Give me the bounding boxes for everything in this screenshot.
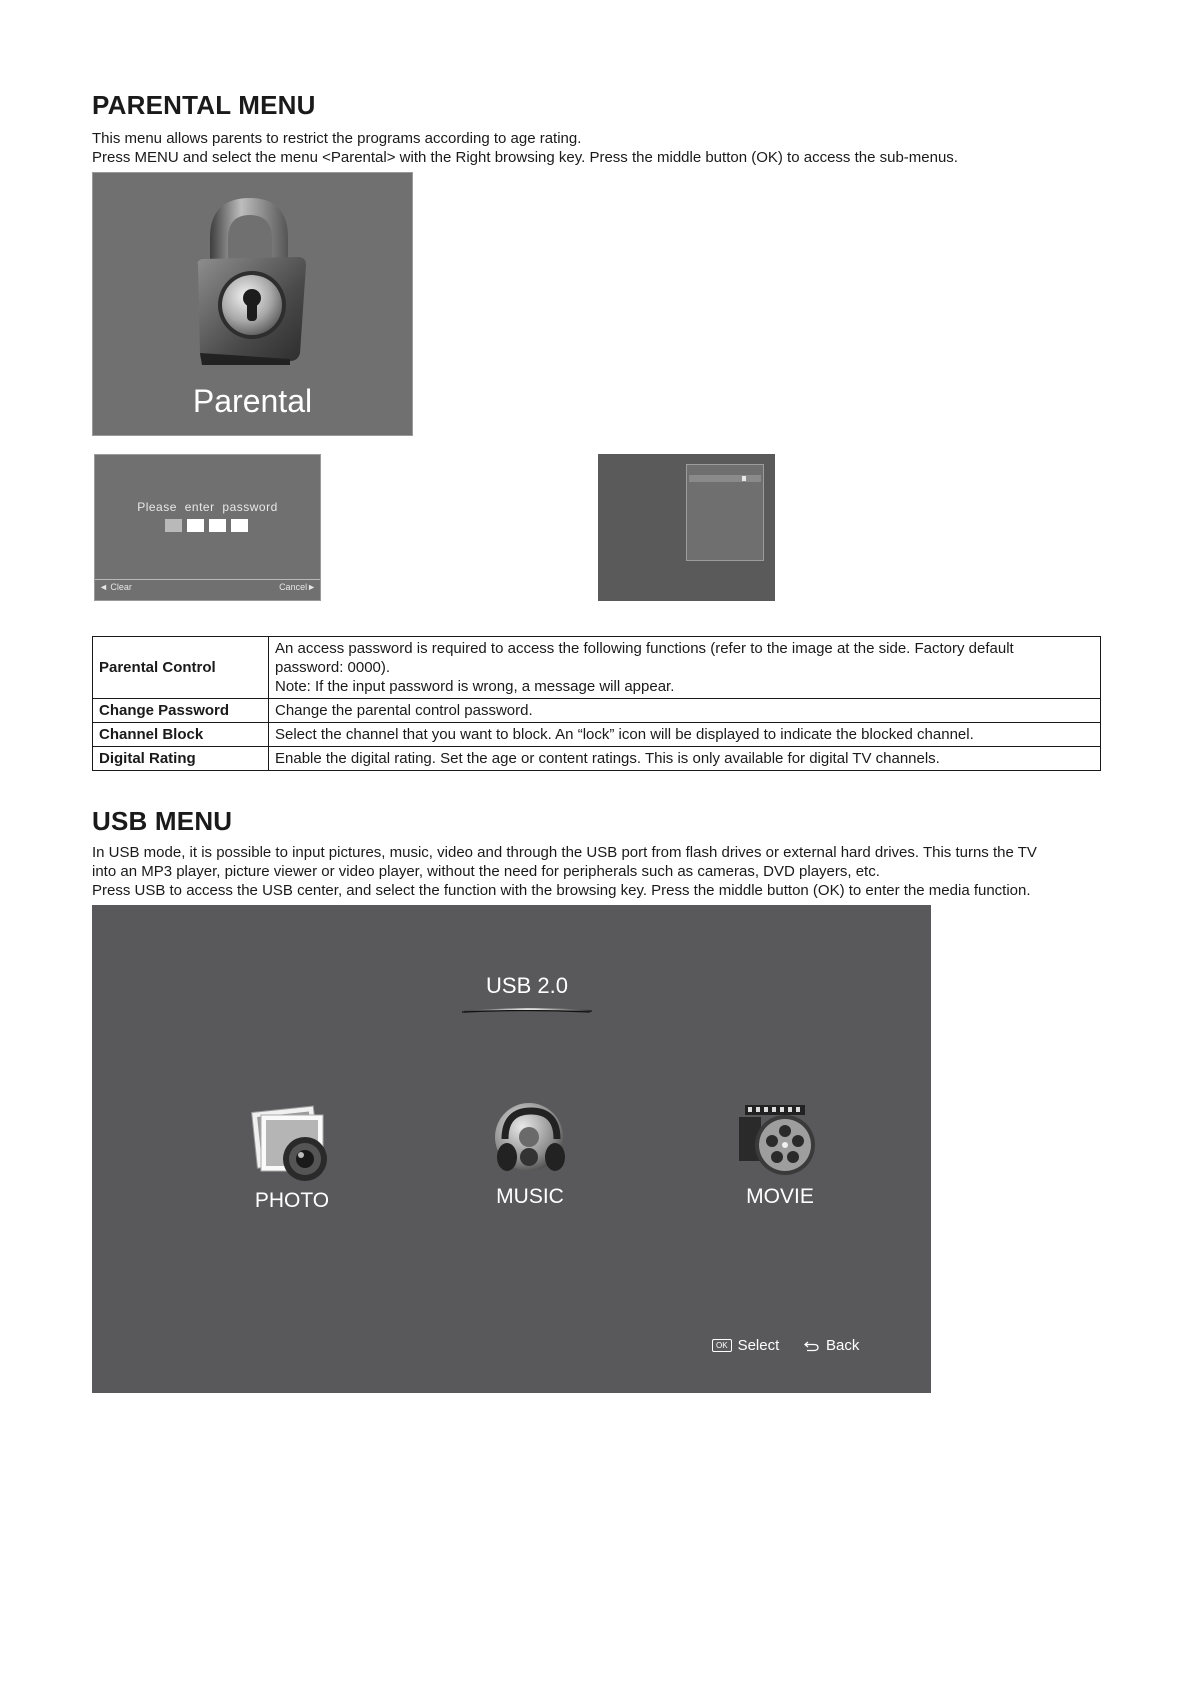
usb-intro-line: into an MP3 player, picture viewer or video player, without the need for peripherals such as cameras, DVD players, etc.: [92, 863, 880, 880]
cancel-hint[interactable]: Cancel►: [279, 582, 316, 592]
usb-menu-screenshot: [92, 905, 931, 1393]
parental-intro: [92, 129, 958, 167]
table-row: [93, 637, 1101, 699]
movie-icon: [735, 1099, 825, 1179]
password-digit-box: [209, 519, 226, 532]
lock-icon: [742, 476, 746, 481]
function-description: [269, 637, 1101, 699]
channel-row[interactable]: [689, 475, 761, 482]
description-line: Note: If the input password is wrong, a message will appear.: [275, 678, 675, 695]
usb-item-photo[interactable]: [237, 1103, 347, 1213]
password-digit-box: [231, 519, 248, 532]
function-description: Change the parental control password.: [269, 699, 1101, 723]
description-line: password: 0000).: [275, 659, 391, 676]
usb-item-music[interactable]: [475, 1099, 585, 1209]
password-dialog-screenshot: [94, 454, 321, 601]
function-name: Change Password: [93, 699, 269, 723]
table-row: [93, 699, 1101, 723]
function-name: Channel Block: [93, 723, 269, 747]
usb-menu-heading: USB MENU: [92, 806, 233, 836]
parental-menu-screenshot: [92, 172, 413, 436]
usb-intro: [92, 843, 1037, 900]
description-line: An access password is required to access the following functions (refer to the image at the side. Factory default: [275, 640, 1014, 657]
function-description: Enable the digital rating. Set the age or content ratings. This is only available for digital TV channels.: [269, 747, 1101, 771]
title-underline: [462, 1005, 592, 1013]
photo-icon: [247, 1103, 337, 1183]
password-prompt: Please enter password: [137, 500, 278, 514]
parental-label: Parental: [192, 383, 313, 419]
usb-intro-line: In USB mode, it is possible to input pictures, music, video and through the USB port from flash drives or external hard drives. This turns the TV: [92, 844, 1037, 861]
dialog-divider: [95, 579, 320, 580]
usb-screen-title: USB 2.0: [486, 973, 568, 998]
back-arrow-icon: [804, 1340, 820, 1352]
clear-hint[interactable]: ◄ Clear: [99, 582, 132, 592]
table-row: [93, 747, 1101, 771]
function-name: Digital Rating: [93, 747, 269, 771]
usb-item-label: PHOTO: [254, 1189, 330, 1212]
usb-item-label: MOVIE: [746, 1185, 814, 1208]
select-hint[interactable]: [712, 1337, 779, 1354]
parental-functions-table: [92, 636, 1101, 771]
ok-button-icon: OK: [712, 1339, 732, 1352]
back-label: Back: [826, 1337, 860, 1354]
function-name: Parental Control: [93, 637, 269, 699]
padlock-icon: [188, 193, 328, 368]
password-digit-box: [187, 519, 204, 532]
channel-list-window: [686, 464, 764, 561]
table-row: [93, 723, 1101, 747]
select-label: Select: [737, 1337, 780, 1354]
channel-block-screenshot: [598, 454, 775, 601]
password-input[interactable]: [165, 519, 248, 532]
password-digit-box: [165, 519, 182, 532]
back-hint[interactable]: [804, 1337, 859, 1354]
usb-item-movie[interactable]: [725, 1099, 835, 1209]
usb-item-label: MUSIC: [496, 1185, 564, 1208]
music-icon: [485, 1099, 575, 1179]
function-description: Select the channel that you want to block. An “lock” icon will be displayed to indicate the blocked channel.: [269, 723, 1101, 747]
usb-intro-line: Press USB to access the USB center, and select the function with the browsing key. Press the middle button (OK) to enter the media function.: [92, 882, 1031, 899]
parental-intro-line: This menu allows parents to restrict the programs according to age rating.: [92, 130, 582, 147]
parental-intro-line: Press MENU and select the menu <Parental> with the Right browsing key. Press the middle button (OK) to access the sub-menus.: [92, 149, 958, 166]
parental-menu-heading: PARENTAL MENU: [92, 90, 316, 120]
